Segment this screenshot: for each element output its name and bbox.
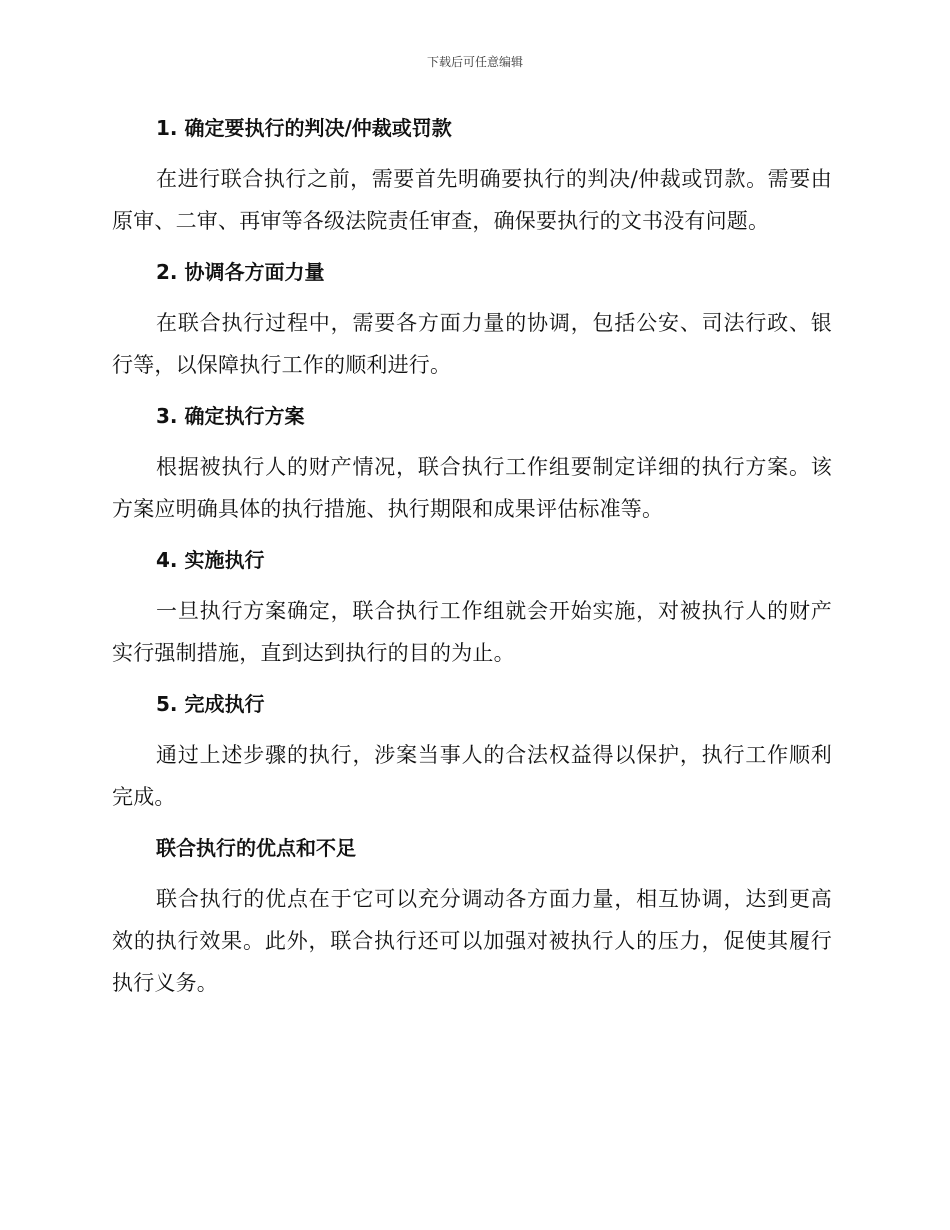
document-body: [112, 108, 832, 1014]
section-heading-pros-cons: 联合执行的优点和不足: [156, 836, 356, 860]
section-heading-3: 3. 确定执行方案: [156, 404, 305, 428]
section-paragraph-1: 在进行联合执行之前，需要首先明确要执行的判决/仲裁或罚款。需要由原审、二审、再审等各级法院责任审查，确保要执行的文书没有问题。: [112, 167, 832, 233]
section-heading-5: 5. 完成执行: [156, 692, 265, 716]
section-paragraph-5: 通过上述步骤的执行，涉案当事人的合法权益得以保护，执行工作顺利完成。: [112, 743, 832, 809]
section-paragraph-4: 一旦执行方案确定，联合执行工作组就会开始实施，对被执行人的财产实行强制措施，直到达到执行的目的为止。: [112, 599, 832, 665]
section-heading-2: 2. 协调各方面力量: [156, 260, 325, 284]
section-heading-4: 4. 实施执行: [156, 548, 265, 572]
page-header: 下载后可任意编辑: [426, 55, 523, 69]
section-paragraph-3: 根据被执行人的财产情况，联合执行工作组要制定详细的执行方案。该方案应明确具体的执行措施、执行期限和成果评估标准等。: [112, 455, 832, 521]
section-paragraph-2: 在联合执行过程中，需要各方面力量的协调，包括公安、司法行政、银行等，以保障执行工作的顺利进行。: [112, 311, 832, 377]
section-paragraph-pros-cons: 联合执行的优点在于它可以充分调动各方面力量，相互协调，达到更高效的执行效果。此外，联合执行还可以加强对被执行人的压力，促使其履行执行义务。: [112, 887, 832, 995]
section-heading-1: 1. 确定要执行的判决/仲裁或罚款: [156, 116, 452, 140]
